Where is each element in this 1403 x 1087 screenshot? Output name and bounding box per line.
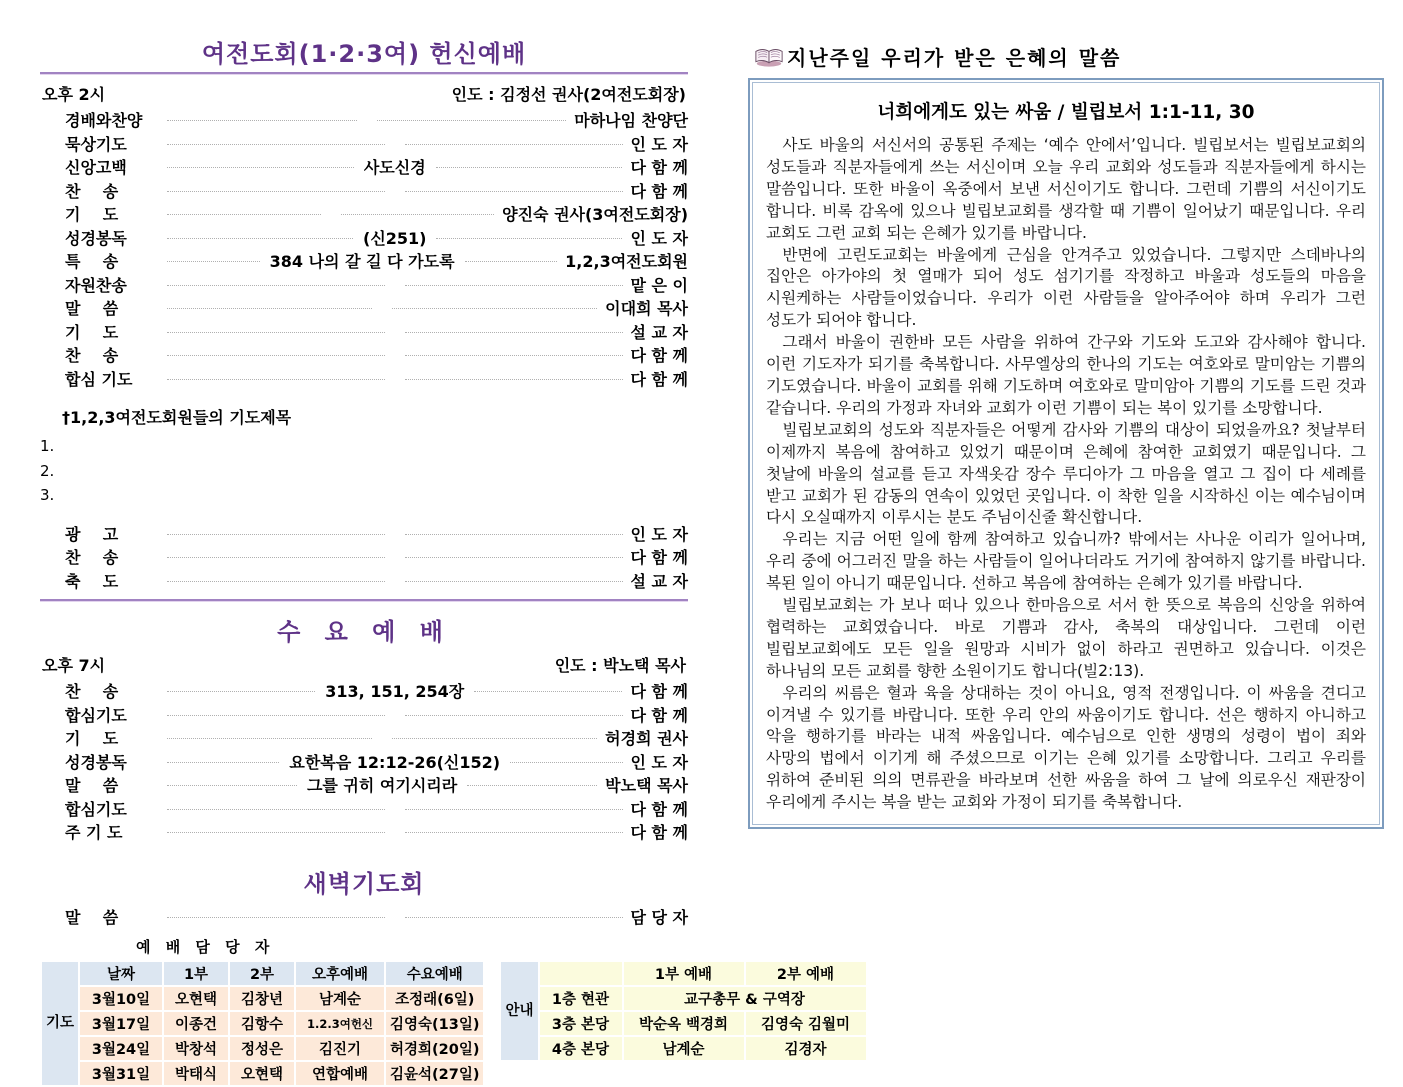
cell-service2-ushers: 김경자 <box>745 1036 867 1061</box>
dotted-leader <box>405 332 623 333</box>
service-row <box>40 726 688 750</box>
dotted-leader <box>167 762 279 763</box>
item-label: 성경봉독 <box>65 228 127 248</box>
item-label: 묵상기도 <box>65 134 127 154</box>
table-side-label: 안내 <box>500 961 538 1061</box>
service-row <box>40 569 688 593</box>
item-label: 자원찬송 <box>65 275 127 295</box>
dotted-leader <box>405 809 623 810</box>
dotted-leader <box>436 167 623 168</box>
dotted-leader <box>405 379 623 380</box>
prayer-duty-table <box>40 960 485 1087</box>
dotted-leader <box>167 285 385 286</box>
table-row <box>500 1036 866 1061</box>
sermon-paragraph: 빌립보교회의 성도와 직분자들은 어떻게 감사와 기쁨의 대상이 되었을까요? 첫날부터 이제까지 복음에 참여하고 있었기 때문이며 은혜에 참여한 교회였기 때문입니다. 그 첫날에 바울의 설교를 듣고 자색옷감 장수 루디아가 그 마음을 열고 그 집이 다 세례를 받고 교회가 된 감동의 연속이 있었던 곳입니다. 이 착한 일을 시작하신 이는 예수님이며 다시 오실때까지 이루시는 분도 주님이신줄 확신합니다. <box>766 420 1366 527</box>
cell-date: 3월31일 <box>79 1061 163 1086</box>
prayer-topic-2: 2. <box>40 461 55 480</box>
table-row <box>41 1036 484 1061</box>
dotted-leader <box>167 581 385 582</box>
item-right: 인 도 자 <box>630 752 689 772</box>
item-right: 양진숙 권사(3여전도회장) <box>502 205 689 224</box>
service1-time: 오후 2시 <box>42 85 106 104</box>
item-right: 박노택 목사 <box>605 776 689 795</box>
dotted-leader <box>405 191 623 192</box>
open-book-icon <box>754 46 784 68</box>
dotted-leader <box>167 534 385 535</box>
cell-afternoon: 1.2.3여헌신 <box>295 1011 385 1036</box>
service-row <box>40 367 688 391</box>
cell-part2: 김창년 <box>229 986 295 1011</box>
sermon-summary-inner <box>752 82 1380 825</box>
service-row <box>40 296 688 320</box>
dotted-leader <box>167 691 315 692</box>
service-row <box>40 679 688 703</box>
service-row <box>40 179 688 203</box>
item-right: 다 함 께 <box>630 181 689 201</box>
table-row <box>41 1061 484 1086</box>
item-label: 기 도 <box>65 205 119 224</box>
dotted-leader <box>167 214 321 215</box>
service1-title: 여전도회(1·2·3여) 헌신예배 <box>201 40 527 68</box>
item-right: 마하나임 찬양단 <box>574 111 689 130</box>
table-header-row <box>500 961 866 986</box>
item-center: 384 나의 갈 길 다 가도록 <box>269 252 455 271</box>
column-header: 1부 예배 <box>623 961 745 986</box>
grace-message-header <box>754 42 1384 71</box>
cell-location: 3층 본당 <box>539 1011 623 1036</box>
sermon-paragraph: 사도 바울의 서신서의 공통된 주제는 ‘예수 안에서’입니다. 빌립보서는 빌립보교회의 성도들과 직분자들에게 쓰는 서신이며 오늘 우리 교회와 성도들과 직분자들에게 하시는 말씀입니다. 또한 바울이 옥중에서 보낸 서신이기도 합니다. 그런데 기쁨의 서신이기도 합니다. 비록 감옥에 있으나 빌립보교회를 생각할 때 기쁨이 일어났기 때문입니다. 우리 교회도 그런 교회 되는 은혜가 있기를 바랍니다. <box>766 136 1366 242</box>
item-center: 사도신경 <box>363 158 426 177</box>
dotted-leader <box>167 261 260 262</box>
service-row <box>40 249 688 273</box>
item-right: 인 도 자 <box>630 228 688 248</box>
column-header <box>539 961 623 986</box>
service3-title: 새벽기도회 <box>303 869 425 898</box>
dotted-leader <box>167 144 385 145</box>
service-row <box>40 750 688 774</box>
service-row <box>40 522 688 546</box>
column-header: 2부 예배 <box>745 961 867 986</box>
item-label: 기 도 <box>65 322 119 342</box>
divider-rule <box>40 72 688 75</box>
dotted-leader <box>167 917 385 918</box>
cell-part2: 정성은 <box>229 1036 295 1061</box>
bulletin-right-page <box>748 42 1384 829</box>
item-label: 찬 송 <box>65 181 119 201</box>
cell-date: 3월10일 <box>79 986 163 1011</box>
table-header-row <box>41 961 484 986</box>
dotted-leader <box>167 332 385 333</box>
item-label: 합심기도 <box>65 705 127 725</box>
service-row <box>40 797 688 821</box>
dotted-leader <box>405 285 623 286</box>
dotted-leader <box>405 832 623 833</box>
item-label: 신앙고백 <box>65 158 127 177</box>
sermon-paragraph: 우리는 지금 어떤 일에 함께 참여하고 있습니까? 밖에서는 사나운 이리가 일어나며, 우리 중에 어그러진 말을 하는 사람들이 일어나더라도 거기에 참여하지 않기를 바랍니다. 복된 일이 아니기 때문입니다. 선하고 복음에 참여하는 은혜가 있기를 바랍니다. <box>766 530 1366 593</box>
item-right: 다 함 께 <box>630 823 689 842</box>
prayer-topics-title: †1,2,3여전도회원들의 기도제목 <box>62 408 292 427</box>
cell-wednesday: 김윤석(27일) <box>385 1061 484 1086</box>
service-row <box>40 273 688 297</box>
dotted-leader <box>510 762 622 763</box>
column-header: 2부 <box>229 961 295 986</box>
spacer <box>40 508 688 522</box>
cell-date: 3월17일 <box>79 1011 163 1036</box>
table-row <box>500 1011 866 1036</box>
column-header: 오후예배 <box>295 961 385 986</box>
dotted-leader <box>167 355 385 356</box>
cell-part2: 오현택 <box>229 1061 295 1086</box>
dotted-leader <box>167 809 385 810</box>
item-label: 합심 기도 <box>65 369 133 389</box>
dotted-leader <box>167 120 357 121</box>
cell-afternoon: 남계순 <box>295 986 385 1011</box>
column-header: 날짜 <box>79 961 163 986</box>
item-right: 담 당 자 <box>630 907 689 927</box>
dotted-leader <box>167 238 353 239</box>
item-label: 찬 송 <box>65 346 119 365</box>
item-right: 다 함 께 <box>630 705 689 725</box>
item-right: 설 교 자 <box>630 571 689 591</box>
duty-table-caption: 예 배 담 당 자 <box>136 938 275 956</box>
cell-afternoon: 김진기 <box>295 1036 385 1061</box>
dotted-leader <box>167 832 385 833</box>
item-right: 1,2,3여전도회원 <box>565 252 688 271</box>
service-row <box>40 320 688 344</box>
item-center: (신251) <box>363 228 427 248</box>
service-row <box>40 703 688 727</box>
item-right: 이대희 목사 <box>605 299 689 318</box>
table-row <box>41 986 484 1011</box>
service-row <box>40 545 688 569</box>
table-row <box>500 986 866 1011</box>
dotted-leader <box>465 261 558 262</box>
sermon-summary-box <box>748 78 1384 829</box>
item-right: 다 함 께 <box>630 346 689 365</box>
column-header: 수요예배 <box>385 961 484 986</box>
column-header: 1부 <box>163 961 229 986</box>
dotted-leader <box>377 120 567 121</box>
prayer-topic-3: 3. <box>40 486 55 504</box>
usher-guide-table <box>499 960 867 1062</box>
dotted-leader <box>405 355 623 356</box>
dotted-leader <box>167 557 385 558</box>
item-center: 313, 151, 254장 <box>325 682 465 701</box>
service2-title: 수 요 예 배 <box>277 618 451 646</box>
sermon-paragraph: 우리의 씨름은 혈과 육을 상대하는 것이 아니요, 영적 전쟁입니다. 이 싸움을 견디고 이겨낼 수 있기를 바랍니다. 또한 우리 안의 싸움이기도 합니다. 선은 행하지 아니하고 악을 행하기를 바라는 내적 싸움입니다. 예수님으로 인한 생명의 성령이 법이 죄와 사망의 법에서 이기게 해 주셨으므로 이기는 은혜 있기를 소망합니다. 그리고 우리를 위하여 준비된 의의 면류관을 바라보며 선한 싸움을 하여 그 날에 의로우신 재판장이 우리에게 주시는 복을 받는 교회와 가정이 되기를 축복합니다. <box>766 683 1366 812</box>
dotted-leader <box>405 581 623 582</box>
item-right: 다 함 께 <box>630 158 688 177</box>
item-label: 찬 송 <box>65 548 119 567</box>
dotted-leader <box>405 557 623 558</box>
sermon-paragraph: 그래서 바울이 권한바 모든 사람을 위하여 간구와 기도와 도고와 감사해야 합니다. 이런 기도자가 되기를 축복합니다. 사무엘상의 한나의 기도는 여호와로 말미암는 기쁨의 기도였습니다. 바울이 교회를 위해 기도하며 여호와로 말미암아 기쁨의 기도를 드린 것과 같습니다. 우리의 가정과 자녀와 교회가 이런 기쁨이 되는 복이 있기를 소망합니다. <box>766 333 1366 417</box>
sermon-title: 너희에게도 있는 싸움 / 빌립보서 1:1-11, 30 <box>877 102 1255 123</box>
item-right: 허경희 권사 <box>605 729 689 748</box>
item-label: 성경봉독 <box>65 752 127 772</box>
item-right: 다 함 께 <box>630 548 689 567</box>
cell-part1: 오현택 <box>163 986 229 1011</box>
item-label: 말 씀 <box>65 299 119 318</box>
item-label: 광 고 <box>65 524 119 544</box>
dotted-leader <box>167 738 372 739</box>
cell-wednesday: 조정래(6일) <box>385 986 484 1011</box>
service-row <box>40 226 688 250</box>
dotted-leader <box>392 308 597 309</box>
dotted-leader <box>467 785 597 786</box>
item-right: 다 함 께 <box>630 799 689 819</box>
cell-date: 3월24일 <box>79 1036 163 1061</box>
cell-part2: 김항수 <box>229 1011 295 1036</box>
cell-wednesday: 허경희(20일) <box>385 1036 484 1061</box>
duty-tables <box>40 960 851 1087</box>
sermon-paragraph: 반면에 고린도교회는 바울에게 근심을 안겨주고 있었습니다. 그렇지만 스데바나의 집안은 아가야의 첫 열매가 되어 성도 섬기기를 작정하고 바울과 성도들의 마음을 시원케하는 사람들이었습니다. 우리가 이런 사람들을 알아주어야 하며 우리가 그런 성도가 되어야 합니다. <box>766 245 1366 330</box>
item-label: 합심기도 <box>65 799 127 819</box>
item-label: 경배와찬양 <box>65 111 143 130</box>
service-row <box>40 820 688 844</box>
item-right: 다 함 께 <box>630 682 688 701</box>
dotted-leader <box>167 167 354 168</box>
item-label: 특 송 <box>65 252 119 271</box>
bulletin-left-page <box>40 34 851 1087</box>
service1-meta <box>40 79 688 108</box>
item-label: 기 도 <box>65 729 119 748</box>
table-side-label: 기도 <box>41 961 79 1086</box>
service2-time: 오후 7시 <box>42 656 106 675</box>
dotted-leader <box>167 785 297 786</box>
sermon-paragraph: 빌립보교회는 가 보나 떠나 있으나 한마음으로 서서 한 뜻으로 복음의 신앙을 위하여 협력하는 교회였습니다. 바로 기쁨과 감사, 축복의 대상입니다. 그런데 이런 빌립보교회에도 모든 일을 원망과 시비가 없이 하라고 권면하고 있습니다. 이것은 하나님의 모든 교회를 향한 소원이기도 합니다(빌2:13). <box>766 596 1366 680</box>
service1-leader: 인도 : 김정선 권사(2여전도회장) <box>451 85 686 104</box>
cell-location: 1층 현관 <box>539 986 623 1011</box>
item-label: 축 도 <box>65 571 119 591</box>
cell-ushers: 교구총무 & 구역장 <box>623 986 867 1011</box>
dotted-leader <box>167 715 385 716</box>
service-row <box>40 773 688 797</box>
cell-part1: 이종건 <box>163 1011 229 1036</box>
divider-rule <box>40 599 688 602</box>
table-row <box>41 1011 484 1036</box>
cell-afternoon: 연합예배 <box>295 1061 385 1086</box>
service-row <box>40 905 688 929</box>
cell-part1: 박태식 <box>163 1061 229 1086</box>
item-right: 인 도 자 <box>630 524 689 544</box>
cell-service1-ushers: 박순옥 백경희 <box>623 1011 745 1036</box>
item-right: 인 도 자 <box>630 134 689 154</box>
cell-part1: 박창석 <box>163 1036 229 1061</box>
dotted-leader <box>405 715 623 716</box>
cell-service2-ushers: 김영숙 김월미 <box>745 1011 867 1036</box>
item-label: 말 씀 <box>65 776 119 795</box>
dotted-leader <box>167 191 385 192</box>
prayer-topic-1: 1. <box>40 437 55 455</box>
dotted-leader <box>392 738 597 739</box>
dotted-leader <box>474 691 622 692</box>
grace-header-text: 지난주일 우리가 받은 은혜의 말씀 <box>787 46 1122 70</box>
item-right: 설 교 자 <box>630 322 689 342</box>
service-row <box>40 108 688 132</box>
dotted-leader <box>341 214 495 215</box>
cell-location: 4층 본당 <box>539 1036 623 1061</box>
item-label: 주 기 도 <box>65 823 123 842</box>
dotted-leader <box>405 144 623 145</box>
service-row <box>40 202 688 226</box>
service-row <box>40 155 688 179</box>
service-row <box>40 343 688 367</box>
item-label: 말 씀 <box>65 907 119 927</box>
dotted-leader <box>405 534 623 535</box>
item-label: 찬 송 <box>65 682 119 701</box>
service-row <box>40 132 688 156</box>
dotted-leader <box>167 308 372 309</box>
dotted-leader <box>436 238 622 239</box>
item-center: 그를 귀히 여기시리라 <box>306 776 458 795</box>
dotted-leader <box>405 917 623 918</box>
cell-service1-ushers: 남계순 <box>623 1036 745 1061</box>
service2-leader: 인도 : 박노택 목사 <box>554 656 686 675</box>
cell-wednesday: 김영숙(13일) <box>385 1011 484 1036</box>
item-right: 다 함 께 <box>630 369 689 389</box>
item-right: 맡 은 이 <box>630 275 689 295</box>
service2-meta <box>40 650 688 679</box>
item-center: 요한복음 12:12-26(신152) <box>289 752 501 772</box>
dotted-leader <box>167 379 385 380</box>
